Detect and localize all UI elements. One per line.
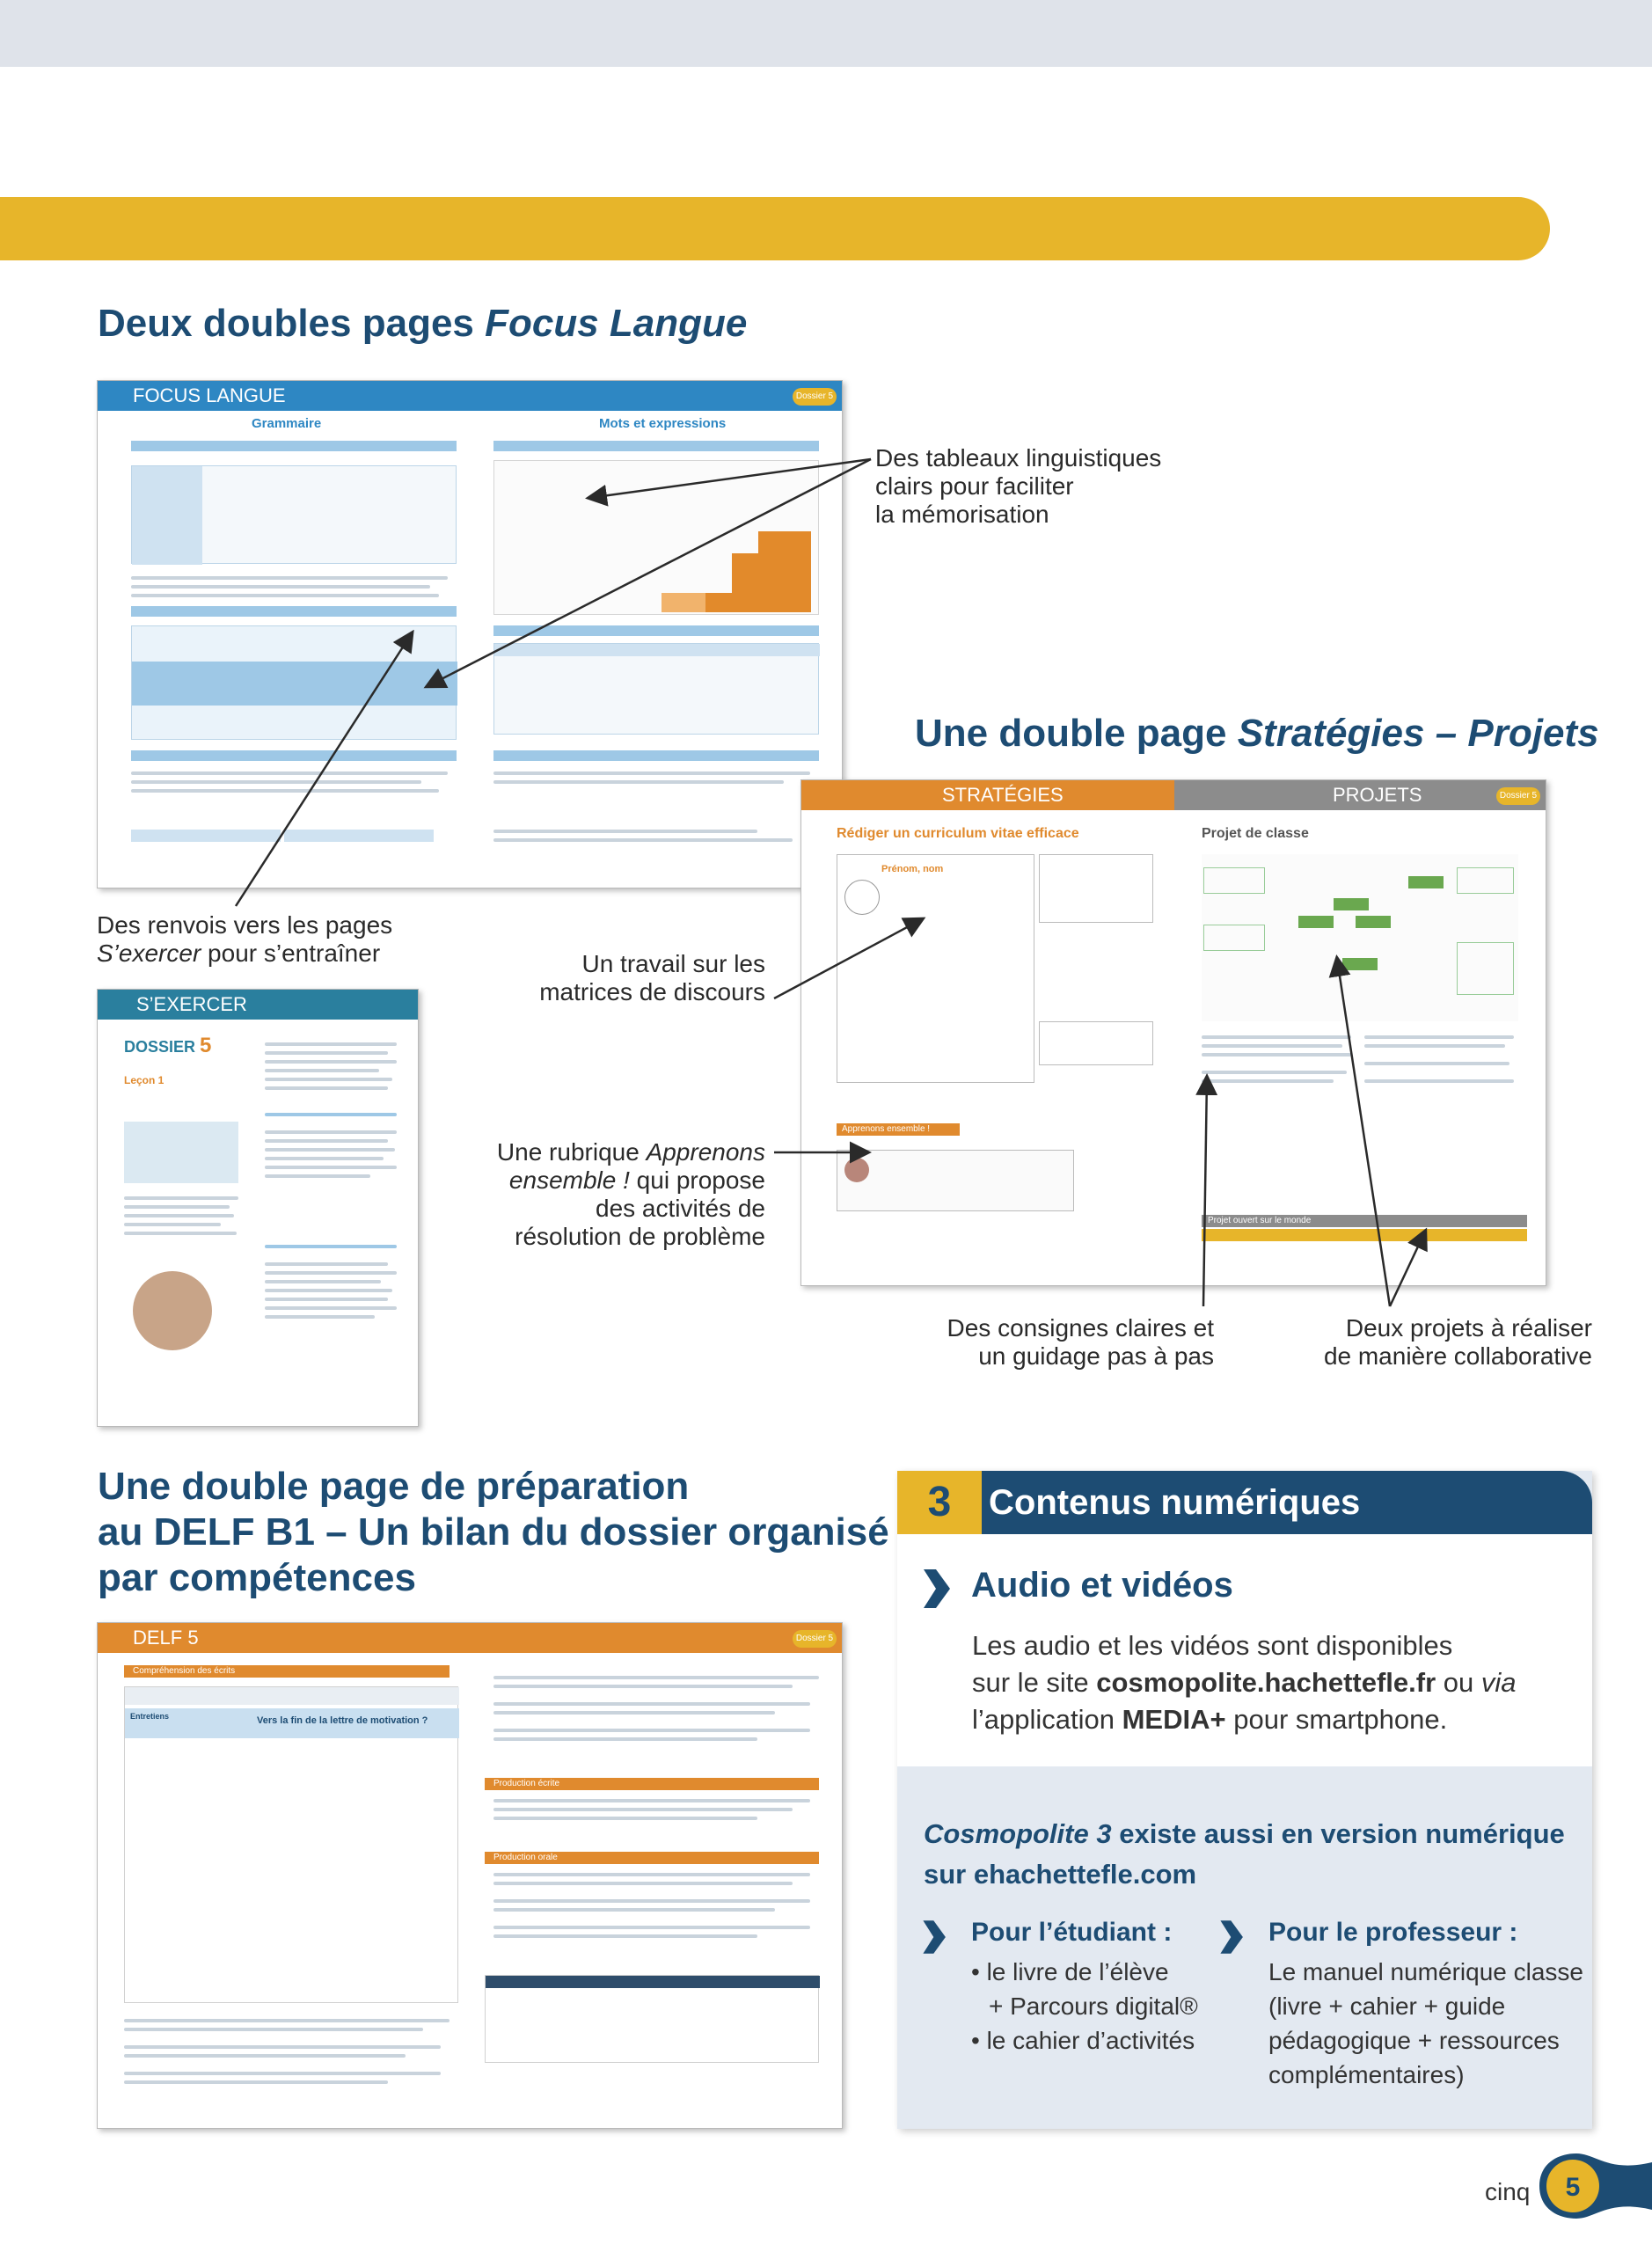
heading-delf	[98, 1464, 889, 1601]
text-line	[131, 789, 439, 793]
prof-title: Pour le professeur :	[1268, 1918, 1518, 1947]
focus-left-block-header-3	[131, 750, 457, 761]
etudiant-title: Pour l’étudiant :	[971, 1918, 1173, 1947]
focus-right-block-header	[493, 441, 819, 451]
delf-web-box	[485, 1975, 819, 2063]
text-line	[124, 2072, 441, 2075]
text-line	[265, 1315, 375, 1319]
text-line	[124, 1223, 221, 1226]
text-line	[124, 2054, 406, 2058]
delf-article-title: Vers la fin de la lettre de motivation ?	[257, 1715, 428, 1726]
focus-mots-subtitle: Mots et expressions	[599, 416, 727, 431]
focus-langue-thumbnail	[97, 380, 843, 888]
focus-right-block-header-3	[493, 750, 819, 761]
text-line	[493, 1737, 757, 1741]
apprenons-box	[837, 1150, 1074, 1211]
text-line	[265, 1139, 388, 1143]
caption-line	[97, 940, 392, 968]
text-line	[493, 1711, 775, 1715]
text-line	[124, 1205, 230, 1209]
text-line	[124, 2080, 388, 2084]
text-line	[1202, 1035, 1351, 1039]
heading-strategies-text: Une double page	[915, 712, 1238, 755]
exercer-bar-label: S’EXERCER	[136, 993, 247, 1015]
focus-bar-label: FOCUS LANGUE	[133, 384, 286, 406]
text-line	[124, 1232, 237, 1235]
text-line	[1202, 1044, 1342, 1048]
etudiant-item: • le cahier d’activités	[971, 2027, 1195, 2054]
caption-em: ensemble !	[508, 1166, 630, 1194]
caption-line: un guidage pas à pas	[978, 1342, 1214, 1370]
audio-text-span: pour smartphone.	[1225, 1704, 1448, 1735]
text-line	[493, 1808, 793, 1811]
text-line	[265, 1271, 397, 1275]
text-line	[265, 1042, 397, 1046]
etudiant-item: + Parcours digital®	[989, 1992, 1198, 2020]
numerique-line	[924, 1814, 1565, 1854]
text-line	[265, 1069, 379, 1072]
projets-mindmap	[1202, 854, 1518, 1021]
caption-line: clairs pour faciliter	[875, 472, 1074, 500]
text-line	[265, 1245, 397, 1248]
cv-photo	[844, 880, 880, 915]
caption-line: Deux projets à réaliser	[1345, 1314, 1592, 1342]
caption-line: la mémorisation	[875, 501, 1049, 528]
delf-bar-label: DELF 5	[133, 1627, 199, 1649]
projets-bar-label: PROJETS	[1333, 784, 1422, 806]
text-line	[265, 1289, 392, 1292]
text-line	[493, 1799, 810, 1802]
text-line	[493, 1934, 757, 1938]
text-line	[493, 1873, 810, 1876]
caption-line	[475, 1138, 765, 1166]
cv-box	[837, 854, 1034, 1083]
text-line	[265, 1130, 397, 1134]
numerique-line[interactable]: sur ehachettefle.com	[924, 1859, 1197, 1890]
focus-dossier-badge	[793, 388, 837, 406]
audio-line: Les audio et les vidéos sont disponibles	[972, 1630, 1453, 1661]
caption-travail	[537, 950, 765, 1006]
focus-badge-label: Dossier 5	[795, 391, 834, 401]
text-line	[131, 585, 430, 589]
delf-section3-label: Production orale	[493, 1853, 558, 1862]
panel-number: 3	[897, 1471, 982, 1534]
exercer-dossier-num: 5	[200, 1034, 212, 1057]
prof-list	[1268, 1955, 1583, 2092]
exercer-box	[124, 1122, 238, 1183]
text-line	[265, 1078, 392, 1081]
caption-line: de manière collaborative	[1323, 1342, 1592, 1370]
heading-delf-line: Une double page de préparation	[98, 1465, 690, 1508]
text-line	[131, 594, 439, 597]
cv-sidebox	[1039, 854, 1153, 923]
heading-delf-line: par compétences	[98, 1556, 416, 1599]
projet-ouvert-strip	[1202, 1229, 1527, 1241]
delf-badge-label: Dossier 5	[795, 1634, 834, 1643]
text-line	[265, 1157, 384, 1160]
delf-section1-label: Compréhension des écrits	[133, 1666, 236, 1676]
cv-name: Prénom, nom	[881, 864, 944, 874]
exercer-photo	[133, 1271, 212, 1350]
panel-title: Contenus numériques	[989, 1483, 1361, 1522]
projet-ouvert-label: Projet ouvert sur le monde	[1208, 1216, 1312, 1225]
prof-item: complémentaires)	[1268, 2061, 1465, 2088]
focus-right-chart-area	[493, 460, 819, 615]
caption-tableaux	[875, 444, 1161, 529]
delf-thumbnail	[97, 1622, 843, 2129]
text-line	[493, 1676, 819, 1679]
text-line	[131, 576, 448, 580]
text-line	[265, 1086, 388, 1090]
etudiant-list	[971, 1955, 1198, 2058]
text-line	[265, 1298, 388, 1301]
text-line	[265, 1262, 388, 1266]
exercer-lecon: Leçon 1	[124, 1074, 164, 1086]
text-line	[124, 2028, 423, 2031]
etudiant-item: • le livre de l’élève	[971, 1958, 1169, 1985]
strategies-left-title: Rédiger un curriculum vitae efficace	[837, 826, 1079, 841]
text-line	[493, 780, 784, 784]
text-line	[1364, 1079, 1514, 1083]
page-number: 5	[1565, 2173, 1581, 2202]
text-line	[493, 1685, 793, 1688]
strategies-thumbnail	[800, 779, 1546, 1286]
audio-app-name: MEDIA+	[1122, 1704, 1226, 1735]
focus-grammaire-subtitle: Grammaire	[252, 416, 322, 431]
text-line	[493, 1899, 810, 1903]
caption-consignes	[932, 1314, 1214, 1371]
focus-mini-box	[131, 830, 281, 842]
prof-item: (livre + cahier + guide	[1268, 1992, 1506, 2020]
text-line	[265, 1280, 381, 1283]
exercer-thumbnail	[97, 989, 419, 1427]
text-line	[493, 838, 793, 842]
text-line	[493, 1702, 810, 1706]
focus-left-table-2	[131, 625, 457, 740]
text-line	[1364, 1062, 1509, 1065]
prof-item: pédagogique + ressources	[1268, 2027, 1560, 2054]
caption-line: Des tableaux linguistiques	[875, 444, 1162, 472]
strategies-bar	[801, 780, 1174, 810]
caption-em: Apprenons	[646, 1138, 765, 1166]
projets-bar	[1174, 780, 1546, 810]
caption-text: pour s’entraîner	[201, 940, 381, 967]
heading-delf-line: au DELF B1 – Un bilan du dossier organisé	[98, 1510, 889, 1554]
caption-rubrique	[475, 1138, 765, 1251]
heading-focus-text: Deux doubles pages	[98, 302, 486, 345]
delf-article	[124, 1686, 458, 2003]
delf-entretiens: Entretiens	[130, 1712, 170, 1721]
text-line	[493, 1908, 775, 1912]
focus-mini-box	[284, 830, 434, 842]
numerique-text	[924, 1814, 1565, 1895]
heading-focus-em: Focus Langue	[485, 302, 748, 345]
caption-text: qui propose	[629, 1166, 765, 1194]
audio-line	[972, 1664, 1517, 1701]
apprenons-label: Apprenons ensemble !	[842, 1124, 931, 1134]
audio-text-span: l’application	[972, 1704, 1122, 1735]
text-line	[131, 771, 448, 775]
caption-projets	[1284, 1314, 1592, 1371]
audio-text	[972, 1627, 1517, 1738]
text-line	[265, 1060, 397, 1064]
audio-text-em: via	[1480, 1667, 1517, 1698]
text-line	[493, 771, 810, 775]
text-line	[493, 1729, 810, 1732]
text-line	[265, 1166, 397, 1169]
caption-line: Un travail sur les	[581, 950, 765, 977]
cv-langues	[1039, 1021, 1153, 1065]
caption-renvois	[97, 911, 392, 968]
text-line	[124, 2019, 450, 2022]
audio-site-link[interactable]: cosmopolite.hachettefle.fr	[1096, 1667, 1436, 1698]
numerique-em: Cosmopolite 3	[924, 1818, 1112, 1849]
caption-line: Des consignes claires et	[947, 1314, 1214, 1342]
audio-line	[972, 1701, 1517, 1738]
text-line	[493, 830, 757, 833]
text-line	[265, 1113, 397, 1116]
text-line	[124, 1196, 238, 1200]
text-line	[1364, 1044, 1505, 1048]
exercer-dossier	[124, 1034, 211, 1058]
exercer-bar	[98, 990, 419, 1020]
audio-text-span: ou	[1436, 1667, 1481, 1698]
caption-line: matrices de discours	[539, 978, 765, 1005]
text-line	[1202, 1053, 1351, 1057]
heading-strategies	[915, 711, 1599, 757]
audio-text-span: sur le site	[972, 1667, 1097, 1698]
text-line	[131, 780, 421, 784]
caption-line: Des renvois vers les pages	[97, 911, 393, 939]
text-line	[265, 1148, 395, 1152]
text-line	[265, 1174, 370, 1178]
focus-left-block-header-2	[131, 606, 457, 617]
delf-section2-label: Production écrite	[493, 1779, 560, 1788]
text-line	[493, 1882, 793, 1885]
focus-right-table	[493, 643, 819, 735]
focus-bar	[98, 381, 843, 411]
text-line	[1202, 1071, 1347, 1074]
text-line	[265, 1306, 397, 1310]
yellow-header-band	[0, 197, 1550, 260]
top-band	[0, 0, 1652, 67]
focus-left-block-header	[131, 441, 457, 451]
numerique-span: existe aussi en version numérique	[1111, 1818, 1565, 1849]
caption-line: des activités de	[596, 1195, 765, 1222]
text-line	[124, 1214, 234, 1217]
strategies-badge-label: Dossier 5	[1499, 791, 1538, 801]
audio-title: Audio et vidéos	[971, 1566, 1233, 1605]
focus-left-table	[131, 465, 457, 564]
caption-line: résolution de problème	[515, 1223, 765, 1250]
text-line	[124, 2045, 441, 2049]
prof-item: Le manuel numérique classe	[1268, 1958, 1583, 1985]
text-line	[493, 1926, 810, 1929]
strategies-dossier-badge	[1496, 787, 1540, 805]
footer-page-word: cinq	[1485, 2178, 1531, 2205]
delf-dossier-badge	[793, 1630, 837, 1648]
text-line	[1202, 1079, 1334, 1083]
text-line	[1364, 1035, 1514, 1039]
text-line	[493, 1817, 757, 1820]
exercer-dossier-label: DOSSIER	[124, 1038, 196, 1056]
strategies-right-title: Projet de classe	[1202, 826, 1309, 841]
caption-text: Une rubrique	[496, 1138, 647, 1166]
heading-focus-langue	[98, 301, 747, 347]
delf-bar	[98, 1623, 843, 1653]
heading-strategies-em: Stratégies – Projets	[1237, 712, 1599, 755]
caption-em: S’exercer	[97, 940, 201, 967]
focus-right-block-header-2	[493, 625, 819, 636]
strategies-bar-label: STRATÉGIES	[942, 784, 1064, 806]
caption-line	[475, 1166, 765, 1195]
text-line	[265, 1051, 388, 1055]
